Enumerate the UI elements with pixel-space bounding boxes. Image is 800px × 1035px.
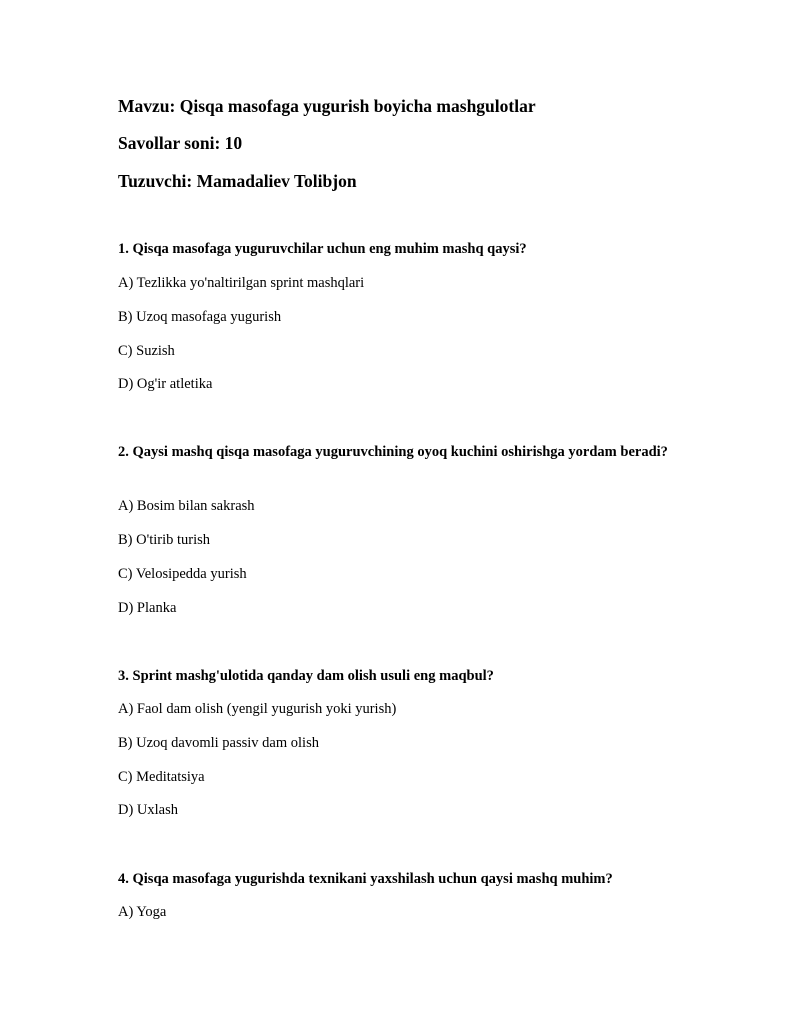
question-3-option-d: D) Uxlash <box>118 802 179 818</box>
question-3-option-c: C) Meditatsiya <box>118 769 205 785</box>
question-1-option-a: A) Tezlikka yo'naltirilgan sprint mashqlari <box>118 275 365 291</box>
question-3-option-b: B) Uzoq davomli passiv dam olish <box>118 735 319 751</box>
question-2-option-d: D) Planka <box>118 600 177 616</box>
question-3-option-a: A) Faol dam olish (yengil yugurish yoki yurish) <box>118 701 397 717</box>
question-1-option-c: C) Suzish <box>118 343 175 359</box>
question-1-option-b: B) Uzoq masofaga yugurish <box>118 309 282 325</box>
author-heading: Tuzuvchi: Mamadaliev Tolibjon <box>118 171 357 191</box>
question-4-option-a: A) Yoga <box>118 904 167 920</box>
question-3-text: 3. Sprint mashg'ulotida qanday dam olish usuli eng maqbul? <box>118 668 494 684</box>
question-4-text: 4. Qisqa masofaga yugurishda texnikani yaxshilash uchun qaysi mashq muhim? <box>118 871 613 887</box>
topic-heading: Mavzu: Qisqa masofaga yugurish boyicha mashgulotlar <box>118 96 536 116</box>
question-2-option-c: C) Velosipedda yurish <box>118 566 247 582</box>
question-2-text: 2. Qaysi mashq qisqa masofaga yuguruvchining oyoq kuchini oshirishga yordam beradi? <box>118 444 668 460</box>
question-count-heading: Savollar soni: 10 <box>118 133 243 153</box>
question-1-option-d: D) Og'ir atletika <box>118 376 213 392</box>
question-2-option-a: A) Bosim bilan sakrash <box>118 498 255 514</box>
question-1-text: 1. Qisqa masofaga yuguruvchilar uchun eng muhim mashq qaysi? <box>118 241 527 257</box>
question-2-option-b: B) O'tirib turish <box>118 532 211 548</box>
